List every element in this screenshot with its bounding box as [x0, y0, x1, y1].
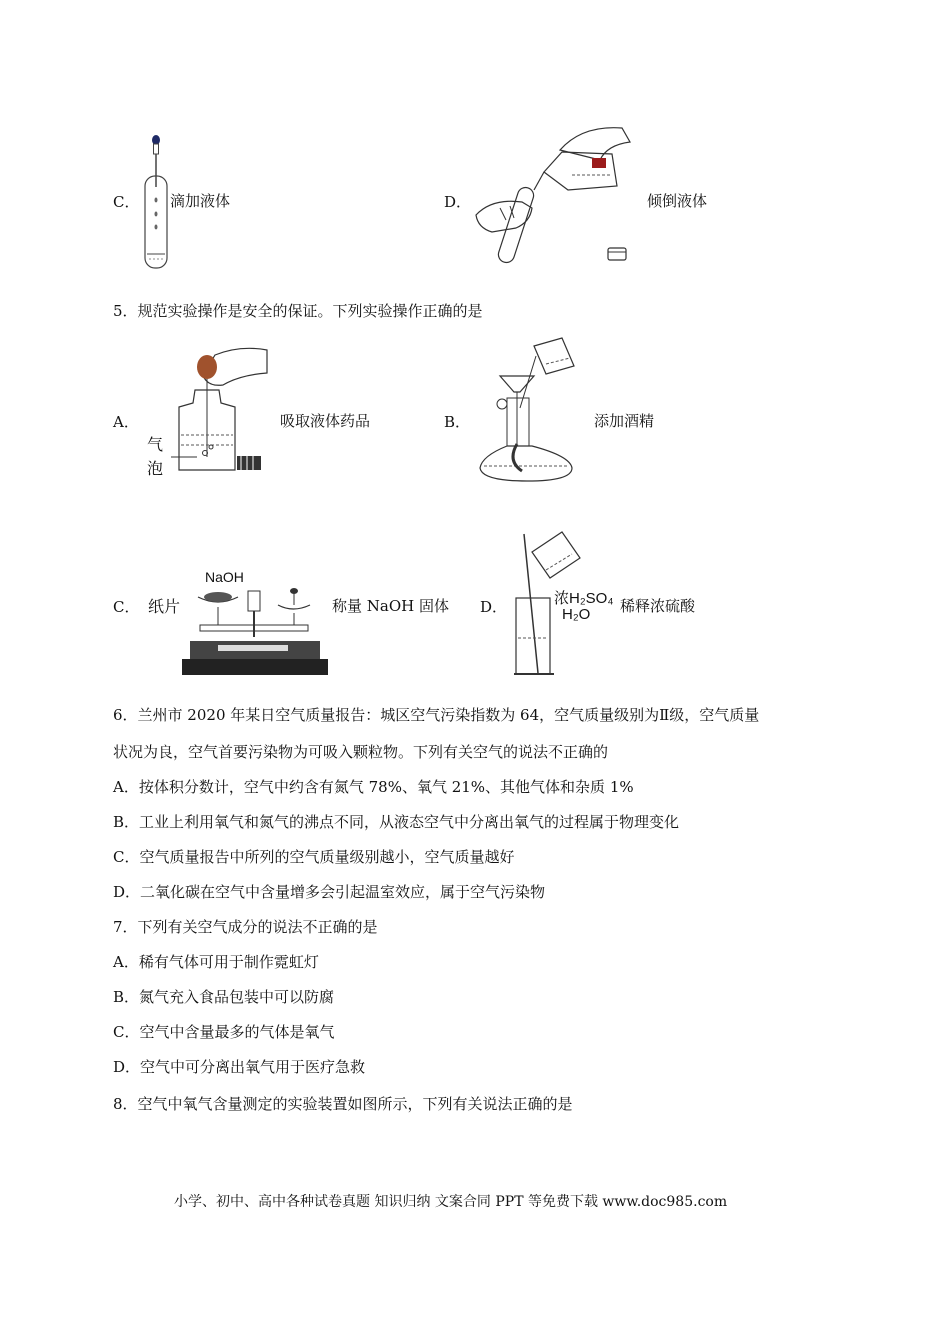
figure-label: H₂O [562, 606, 591, 623]
figure-label: 泡 [147, 461, 164, 478]
question-stem: 7．下列有关空气成分的说法不正确的是 [113, 918, 378, 936]
option-letter: C． [113, 193, 140, 211]
alcohol-lamp-figure [472, 336, 582, 484]
option-letter: D． [480, 598, 508, 616]
question-stem: 5．规范实验操作是安全的保证。下列实验操作正确的是 [113, 302, 483, 320]
option-label: 稀释浓硫酸 [620, 597, 696, 615]
pouring-liquid-figure [472, 120, 637, 270]
option: C．空气质量报告中所列的空气质量级别越小，空气质量越好 [113, 848, 515, 866]
option: C．空气中含量最多的气体是氧气 [113, 1023, 335, 1041]
option: D．空气中可分离出氧气用于医疗急救 [113, 1058, 366, 1076]
option-letter: A． [113, 413, 139, 431]
option: D．二氧化碳在空气中含量增多会引起温室效应，属于空气污染物 [113, 883, 546, 901]
figure-label: 浓H₂SO₄ [554, 590, 614, 607]
page-footer: 小学、初中、高中各种试卷真题 知识归纳 文案合同 PPT 等免费下载 www.doc985.com [174, 1194, 728, 1210]
option-label: 添加酒精 [594, 412, 655, 430]
question-stem: 状况为良，空气首要污染物为可吸入颗粒物。下列有关空气的说法不正确的 [113, 743, 609, 761]
option: B．工业上利用氧气和氮气的沸点不同，从液态空气中分离出氧气的过程属于物理变化 [113, 813, 680, 831]
question-stem: 6．兰州市 2020 年某日空气质量报告：城区空气污染指数为 64，空气质量级别为Ⅱ级，空气质量 [113, 706, 760, 724]
option-label: 称量 NaOH 固体 [332, 597, 449, 615]
option: B．氮气充入食品包装中可以防腐 [113, 988, 335, 1006]
figure-label: 气 [147, 437, 164, 454]
option-letter: D． [444, 193, 472, 211]
option-label: 倾倒液体 [647, 192, 708, 210]
option: A．按体积分数计，空气中约含有氮气 78%、氧气 21%、其他气体和杂质 1% [113, 778, 634, 796]
figure-label: 纸片 [148, 599, 181, 616]
option-letter: B． [444, 413, 471, 431]
option-label: 吸取液体药品 [280, 412, 371, 430]
option-label: 滴加液体 [170, 192, 231, 210]
figure-label: NaOH [205, 569, 244, 585]
balance-figure [178, 585, 330, 683]
question-stem: 8．空气中氧气含量测定的实验装置如图所示，下列有关说法正确的是 [113, 1095, 573, 1113]
option-letter: C． [113, 598, 140, 616]
option: A．稀有气体可用于制作霓虹灯 [113, 953, 319, 971]
dropper-bottle-figure [145, 345, 275, 480]
